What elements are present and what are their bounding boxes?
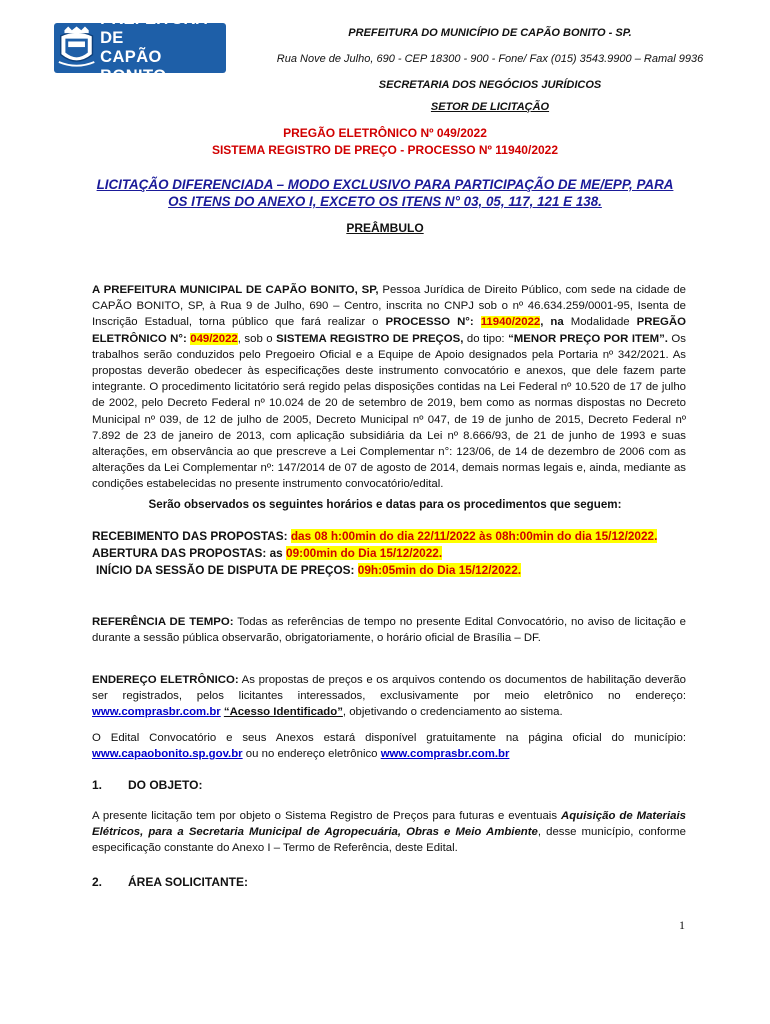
recebimento-value: das 08 h:00min do dia 22/11/2022 às 08h:00min do dia 15/12/2022. bbox=[290, 529, 658, 543]
comprasbr-link[interactable]: www.comprasbr.com.br bbox=[92, 706, 221, 719]
acesso-identificado: “Acesso Identificado” bbox=[223, 706, 343, 719]
section2-number: 2. bbox=[92, 875, 103, 889]
endereco-after: , objetivando o credenciamento ao sistema. bbox=[342, 706, 563, 719]
logo-line1: PREFEITURA DE bbox=[100, 10, 207, 47]
pregao-label: PREGÃO ELETRÔNICO N°: bbox=[92, 316, 687, 345]
recebimento-label: RECEBIMENTO DAS PROPOSTAS: bbox=[92, 529, 288, 543]
inicio-value: 09h:05min do Dia 15/12/2022. bbox=[357, 563, 522, 577]
referencia-label: REFERÊNCIA DE TEMPO: bbox=[92, 616, 234, 628]
preamble-text-c: Modalidade bbox=[563, 316, 637, 329]
header-secretaria: SECRETARIA DOS NEGÓCIOS JURÍDICOS bbox=[378, 79, 602, 91]
title-pregao: PREGÃO ELETRÔNICO Nº 049/2022 bbox=[283, 126, 487, 140]
comprasbr-link-2[interactable]: www.comprasbr.com.br bbox=[380, 748, 510, 761]
schedule-intro: Serão observados os seguintes horários e datas para os procedimentos que seguem: bbox=[148, 498, 622, 511]
section1-number: 1. bbox=[92, 778, 103, 792]
inicio-label: INÍCIO DA SESSÃO DE DISPUTA DE PREÇOS: bbox=[96, 563, 355, 577]
section1-objeto: Aquisição de Materiais Elétricos, para a Secretaria Municipal de Agropecuária, Obras e Meio Ambiente bbox=[92, 810, 686, 839]
processo-label: PROCESSO N°: bbox=[385, 316, 474, 329]
referencia-text: Todas as referências de tempo no presente Edital Convocatório, no aviso de licitação e durante a sessão pública observarão, obrigatoriamente, o horário oficial de Brasília – DF. bbox=[92, 616, 686, 645]
edital-paragraph bbox=[92, 730, 686, 762]
prefeitura-logo bbox=[54, 10, 226, 85]
licitacao-line1: LICITAÇÃO DIFERENCIADA – MODO EXCLUSIVO PARA PARTICIPAÇÃO DE ME/EPP, PARA bbox=[96, 177, 674, 192]
preamble-text-a: Pessoa Jurídica de Direito Público, com sede na cidade de CAPÃO BONITO, SP, à Rua 9 de Julho, 690 – Centro, inscrita no CNPJ sob o nº 46.634.259/0001-95, Isenta de Inscrição Estadual, torna público que fará realizar o bbox=[92, 284, 686, 329]
edital-text: O Edital Convocatório e seus Anexos estará disponível gratuitamente na página oficial do município: bbox=[92, 732, 686, 744]
logo-line2: CAPÃO BONITO bbox=[100, 48, 167, 85]
title-sistema: SISTEMA REGISTRO DE PREÇO - PROCESSO Nº 11940/2022 bbox=[211, 143, 559, 157]
endereco-paragraph bbox=[92, 672, 686, 721]
title-preambulo: PREÂMBULO bbox=[346, 221, 424, 235]
section1-title: DO OBJETO: bbox=[128, 778, 203, 792]
preamble-text-b: , na bbox=[540, 316, 564, 329]
section1-heading bbox=[92, 778, 202, 792]
endereco-text: As propostas de preços e os arquivos contendo os documentos de habilitação deverão ser registrados, pelos licitantes interessados, exclusivamente por meio eletrônico no endereço: bbox=[92, 674, 687, 703]
section1-text-a: A presente licitação tem por objeto o Sistema Registro de Preços para futuras e eventuais bbox=[92, 810, 561, 822]
header-setor: SETOR DE LICITAÇÃO bbox=[430, 101, 550, 113]
srp-label: SISTEMA REGISTRO DE PREÇOS, bbox=[276, 332, 464, 345]
inicio-row bbox=[92, 562, 657, 579]
section2-title: ÁREA SOLICITANTE: bbox=[128, 875, 248, 889]
section1-paragraph bbox=[92, 808, 686, 857]
capaobonito-link[interactable]: www.capaobonito.sp.gov.br bbox=[92, 748, 243, 761]
header-org: PREFEITURA DO MUNICÍPIO DE CAPÃO BONITO - SP. bbox=[348, 27, 632, 39]
processo-number: 11940/2022 bbox=[480, 316, 541, 329]
preamble-text-f: Os trabalhos serão conduzidos pelo Pregoeiro Oficial e a Equipe de Apoio designados pela Portaria nº 342/2021. As propostas deverão obedecer às especificações deste instrumento convocatório e anexos, que dele fazem parte integrante. O procedimento licitatório será regido pelas disposições contidas na Lei Federal nº 10.520 de 17 de julho de 2002, pelo Decreto Federal nº 10.024 de 20 de setembro de 2019, bem como as normas dispostas no Decreto Municipal nº 039, de 12 de julho de 2005, Decreto Municipal nº 047, de 19 de junho de 2015, Decreto Federal nº 7.892 de 23 de janeiro de 2013, com aplicação subsidiária da Lei nº 8.666/93, de 21 de junho de 1993 e suas alterações, em observância ao que prescreve a Lei Complementar n°: 123/06, de 14 de dezembro de 2006 com as alterações da Lei Complementar nº: 147/2014 de 07 de agosto de 2014, demais normas legais e, ainda, mediante as condições estabelecidas no presente instrumento convocatório/edital. bbox=[92, 332, 686, 491]
section1-text-b: , desse município, conforme especificação constante do Anexo I – Termo de Referência, deste Edital. bbox=[92, 826, 686, 855]
municipal-crest-icon bbox=[57, 25, 96, 71]
preamble-entity: A PREFEITURA MUNICIPAL DE CAPÃO BONITO, SP, bbox=[92, 284, 379, 296]
abertura-value: 09:00min do Dia 15/12/2022. bbox=[286, 546, 443, 560]
recebimento-row bbox=[92, 528, 657, 545]
abertura-label: ABERTURA DAS PROPOSTAS: as bbox=[92, 546, 283, 560]
preamble-paragraph bbox=[92, 282, 686, 493]
edital-mid: ou no endereço eletrônico bbox=[242, 748, 381, 761]
licitacao-line2: OS ITENS DO ANEXO I, EXCETO OS ITENS N° 03, 05, 117, 121 E 138. bbox=[168, 194, 602, 209]
schedule-block bbox=[92, 528, 657, 579]
header-address: Rua Nove de Julho, 690 - CEP 18300 - 900 - Fone/ Fax (015) 3543.9900 – Ramal 9936 bbox=[276, 53, 704, 65]
title-licitacao bbox=[60, 176, 710, 210]
abertura-row bbox=[92, 545, 657, 562]
referencia-paragraph bbox=[92, 614, 686, 646]
endereco-label: ENDEREÇO ELETRÔNICO: bbox=[92, 674, 239, 686]
preamble-text-e: do tipo: bbox=[463, 332, 509, 345]
tipo-label: “MENOR PREÇO POR ITEM”. bbox=[508, 332, 668, 345]
preamble-text-d: , sob o bbox=[237, 332, 277, 345]
pregao-number: 049/2022 bbox=[190, 332, 238, 345]
page-number: 1 bbox=[679, 918, 685, 932]
section2-heading bbox=[92, 875, 248, 889]
